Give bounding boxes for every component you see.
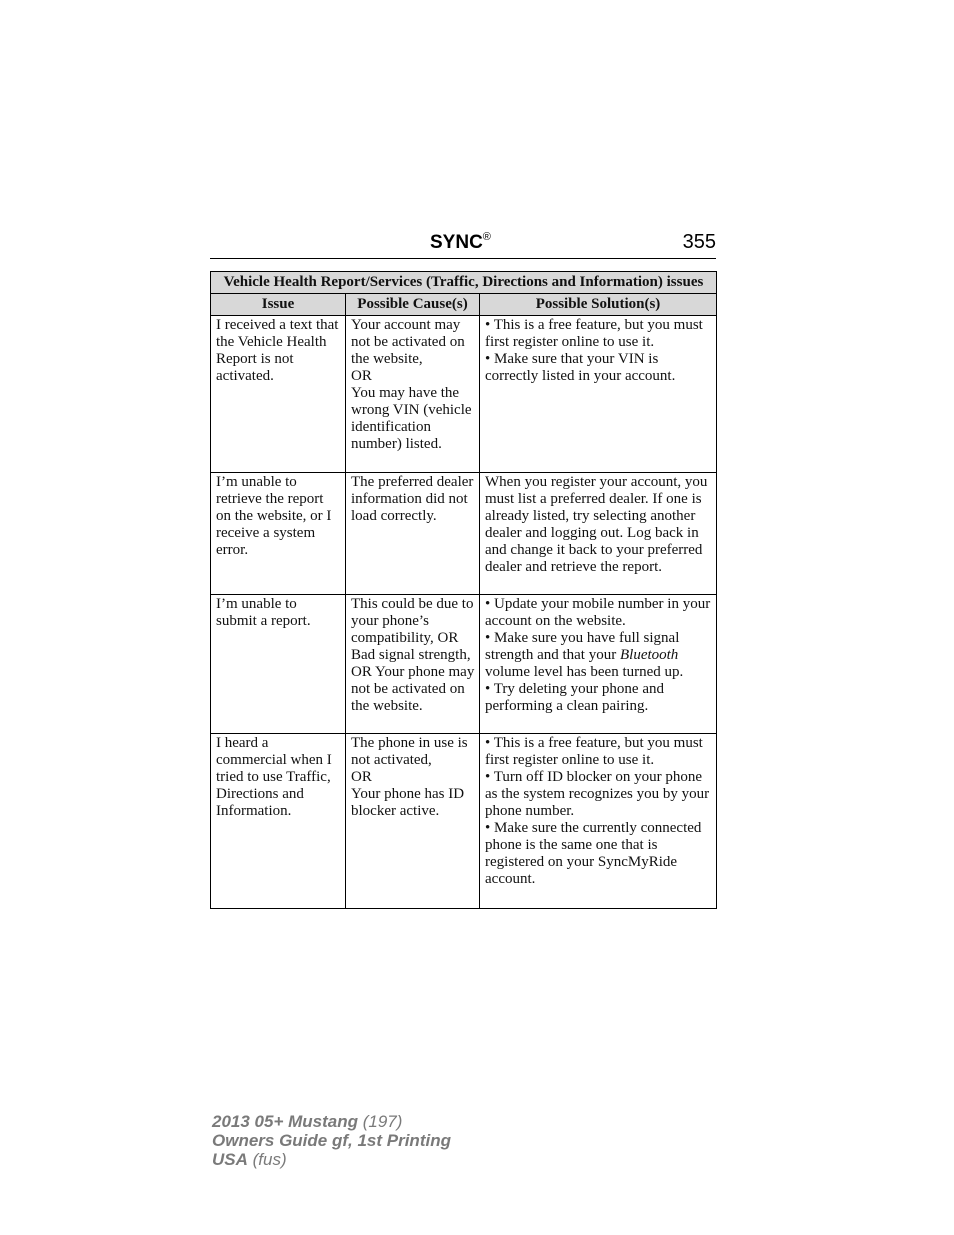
solution-cell: When you register your account, you must list a preferred dealer. If one is already listed, try selecting another dealer and logging out. Log back in and change it back to your preferred dealer and retrieve the report. <box>480 473 717 595</box>
issue-cell: I heard a commercial when I tried to use Traffic, Directions and Information. <box>211 734 346 909</box>
issue-cell: I’m unable to retrieve the report on the website, or I receive a system error. <box>211 473 346 595</box>
page-header <box>210 228 716 259</box>
column-header-cause: Possible Cause(s) <box>346 294 480 316</box>
bluetooth-term: Bluetooth <box>619 647 679 663</box>
table-row <box>211 316 717 473</box>
column-header-solution: Possible Solution(s) <box>480 294 717 316</box>
table-title: Vehicle Health Report/Services (Traffic, Directions and Information) issues <box>211 272 717 294</box>
issue-cell: I’m unable to submit a report. <box>211 595 346 734</box>
solution-cell: • This is a free feature, but you must first register online to use it. • Turn off ID blocker on your phone as the system recognizes you by your phone number. • Make sure the currently connected phone is the same one that is registered on your SyncMyRide account. <box>480 734 717 909</box>
print-footer: 2013 05+ Mustang (197) Owners Guide gf, 1st Printing USA (fus) <box>212 1112 451 1169</box>
cause-cell: The phone in use is not activated, OR Your phone has ID blocker active. <box>346 734 480 909</box>
table-header-row <box>211 294 717 316</box>
column-header-issue: Issue <box>211 294 346 316</box>
cause-cell: The preferred dealer information did not load correctly. <box>346 473 480 595</box>
table-title-row <box>211 272 717 294</box>
table-row <box>211 595 717 734</box>
troubleshooting-table <box>210 271 717 909</box>
registered-mark: ® <box>482 231 491 243</box>
section-title: SYNC® <box>430 231 491 253</box>
cause-cell: This could be due to your phone’s compatibility, OR Bad signal strength, OR Your phone may not be activated on the website. <box>346 595 480 734</box>
page-number: 355 <box>682 231 716 253</box>
table-row <box>211 473 717 595</box>
cause-cell: Your account may not be activated on the website, OR You may have the wrong VIN (vehicle identification number) listed. <box>346 316 480 473</box>
table-row <box>211 734 717 909</box>
issue-cell: I received a text that the Vehicle Health Report is not activated. <box>211 316 346 473</box>
solution-cell: • Update your mobile number in your account on the website. • Make sure you have full signal strength and that your Bluetooth volume level has been turned up. • Try deleting your phone and performing a clean pairing. <box>480 595 717 734</box>
solution-cell: • This is a free feature, but you must first register online to use it. • Make sure that your VIN is correctly listed in your account. <box>480 316 717 473</box>
